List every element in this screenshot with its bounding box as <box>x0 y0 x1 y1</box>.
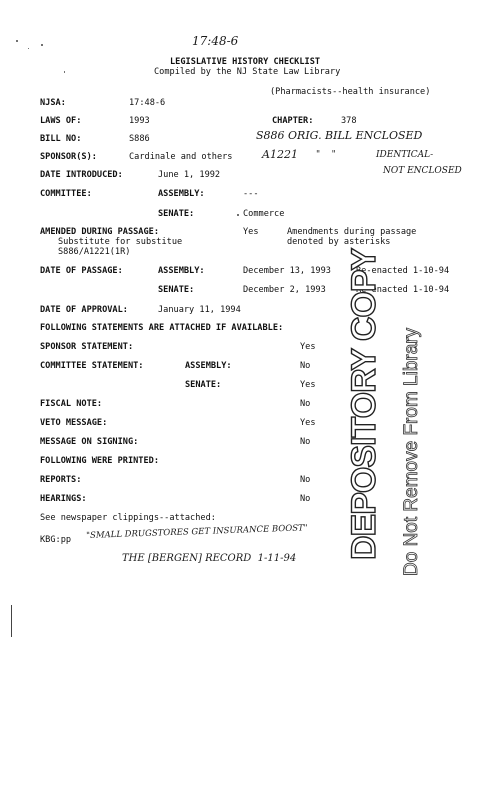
date-approval-value: January 11, 1994 <box>158 305 241 315</box>
chapter-label: CHAPTER: <box>272 116 314 126</box>
date-introduced-value: June 1, 1992 <box>158 170 221 180</box>
handwritten-ditto: " " <box>316 150 336 160</box>
committee-statement-assembly-value: No <box>300 361 311 371</box>
committee-statement-label: COMMITTEE STATEMENT: <box>40 361 144 371</box>
fiscal-note-label: FISCAL NOTE: <box>40 399 103 409</box>
committee-assembly-label: ASSEMBLY: <box>158 189 205 199</box>
reports-value: No <box>300 475 311 485</box>
hearings-label: HEARINGS: <box>40 494 87 504</box>
handwritten-statute-number: 17:48-6 <box>192 34 239 48</box>
committee-senate-value: Commerce <box>243 209 285 219</box>
date-approval-label: DATE OF APPROVAL: <box>40 305 128 315</box>
date-introduced-label: DATE INTRODUCED: <box>40 170 123 180</box>
signing-message-value: No <box>300 437 311 447</box>
depository-copy-stamp: DEPOSITORY COPY <box>345 248 383 560</box>
committee-statement-senate-value: Yes <box>300 380 316 390</box>
passage-assembly-label: ASSEMBLY: <box>158 266 205 276</box>
passage-senate-date: December 2, 1993 <box>243 285 326 295</box>
sponsor-statement-label: SPONSOR STATEMENT: <box>40 342 134 352</box>
fiscal-note-value: No <box>300 399 311 409</box>
date-passage-label: DATE OF PASSAGE: <box>40 266 123 276</box>
do-not-remove-stamp: Do Not Remove From Library <box>401 327 422 576</box>
passage-senate-note: Re-enacted 1-10-94 <box>356 285 450 295</box>
passage-assembly-date: December 13, 1993 <box>243 266 331 276</box>
handwritten-clipping-source: THE [BERGEN] RECORD 1-11-94 <box>122 553 297 564</box>
veto-message-value: Yes <box>300 418 316 428</box>
committee-senate-label: SENATE: <box>158 209 195 219</box>
signing-message-label: MESSAGE ON SIGNING: <box>40 437 139 447</box>
scan-speck <box>41 44 43 46</box>
scan-speck <box>28 48 29 49</box>
substitute-line-2: S886/A1221(1R) <box>58 247 131 257</box>
committee-label: COMMITTEE: <box>40 189 92 199</box>
committee-assembly-value: --- <box>243 189 259 199</box>
handwritten-bill-note: S886 ORIG. BILL ENCLOSED <box>256 129 423 142</box>
scan-speck <box>16 40 18 42</box>
topic: (Pharmacists--health insurance) <box>270 87 431 97</box>
bill-value: S886 <box>129 134 150 144</box>
passage-assembly-note: Re-enacted 1-10-94 <box>356 266 450 276</box>
initials: KBG:pp <box>40 535 72 545</box>
printed-heading: FOLLOWING WERE PRINTED: <box>40 456 159 466</box>
clippings-note: See newspaper clippings--attached: <box>40 513 216 523</box>
handwritten-clipping-title: "SMALL DRUGSTORES GET INSURANCE BOOST" <box>86 523 308 541</box>
substitute-line-1: Substitute for substitue <box>58 237 183 247</box>
scan-speck <box>64 71 65 73</box>
laws-label: LAWS OF: <box>40 116 82 126</box>
handwritten-not-enclosed: NOT ENCLOSED <box>383 166 462 176</box>
sponsor-value: Cardinale and others <box>129 152 233 162</box>
sponsor-label: SPONSOR(S): <box>40 152 97 162</box>
veto-message-label: VETO MESSAGE: <box>40 418 108 428</box>
scan-speck <box>11 605 12 637</box>
bill-label: BILL NO: <box>40 134 82 144</box>
scan-speck <box>237 214 239 216</box>
handwritten-a1221: A1221 <box>262 148 298 161</box>
sponsor-statement-value: Yes <box>300 342 316 352</box>
handwritten-identical: IDENTICAL- <box>376 150 434 160</box>
passage-senate-label: SENATE: <box>158 285 195 295</box>
hearings-value: No <box>300 494 311 504</box>
amended-value: Yes <box>243 227 259 237</box>
amended-label: AMENDED DURING PASSAGE: <box>40 227 159 237</box>
njsa-value: 17:48-6 <box>129 98 166 108</box>
chapter-value: 378 <box>341 116 357 126</box>
njsa-label: NJSA: <box>40 98 66 108</box>
statements-heading: FOLLOWING STATEMENTS ARE ATTACHED IF AVAILABLE: <box>40 323 284 333</box>
amended-note-2: denoted by asterisks <box>287 237 391 247</box>
laws-value: 1993 <box>129 116 150 126</box>
reports-label: REPORTS: <box>40 475 82 485</box>
committee-statement-senate-label: SENATE: <box>185 380 222 390</box>
amended-note-1: Amendments during passage <box>287 227 417 237</box>
document-title: LEGISLATIVE HISTORY CHECKLIST <box>170 57 321 67</box>
document-subtitle: Compiled by the NJ State Law Library <box>154 67 341 77</box>
committee-statement-assembly-label: ASSEMBLY: <box>185 361 232 371</box>
